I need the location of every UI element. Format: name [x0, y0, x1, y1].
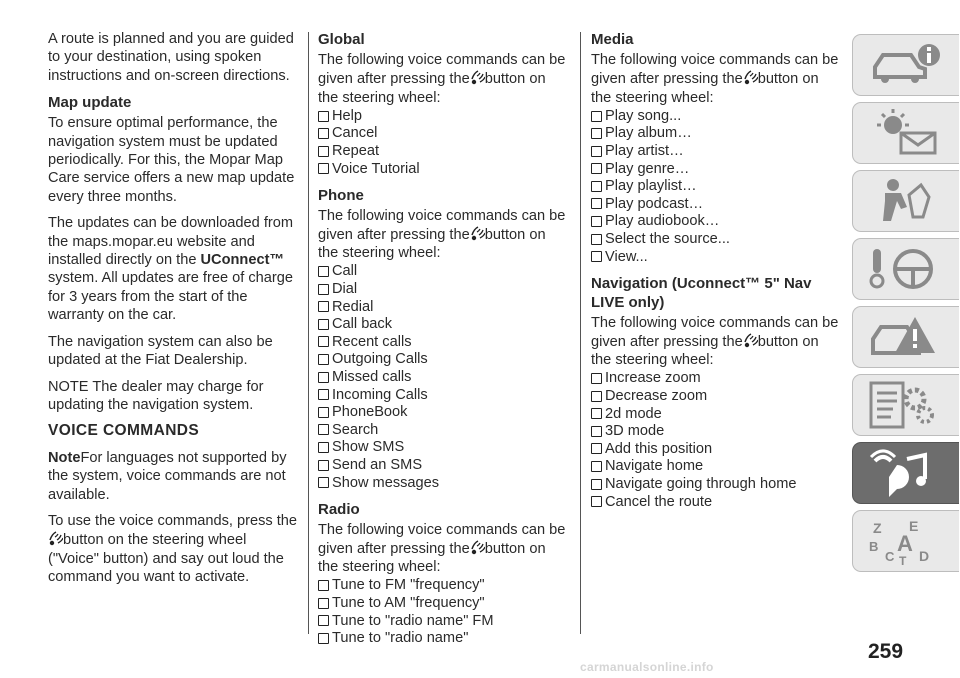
- command-list-item: [318, 421, 566, 439]
- command-list-item: [591, 213, 841, 231]
- checkbox-icon: [591, 391, 602, 402]
- intro-text: The following voice commands can be given after pressing the: [591, 314, 839, 350]
- media-intro: [591, 51, 841, 107]
- command-label: Play song...: [605, 107, 682, 124]
- command-label: 2d mode: [605, 405, 662, 422]
- command-list-item: [318, 142, 566, 160]
- radio-list: [318, 577, 566, 647]
- svg-text:C: C: [885, 549, 895, 564]
- command-list-item: [318, 404, 566, 422]
- intro-text-end: button on the steering wheel:: [318, 71, 546, 106]
- voice-button-icon: [48, 530, 63, 546]
- command-list-item: [318, 368, 566, 386]
- checkbox-icon: [318, 389, 329, 400]
- usage-text-start: To use the voice commands, press the: [48, 512, 298, 529]
- checkbox-icon: [318, 146, 329, 157]
- map-update-download-paragraph: [48, 214, 300, 324]
- command-list-item: [591, 195, 841, 213]
- intro-text-end: button on the steering wheel:: [591, 333, 819, 369]
- checkbox-icon: [318, 266, 329, 277]
- checkbox-icon: [318, 424, 329, 435]
- steering-wheel-icon: [867, 245, 947, 293]
- command-label: Outgoing Calls: [332, 351, 428, 368]
- checkbox-icon: [318, 284, 329, 295]
- emergency-icon: [867, 313, 947, 361]
- command-label: Voice Tutorial: [332, 160, 420, 177]
- checkbox-icon: [591, 408, 602, 419]
- note-paragraph: [48, 449, 300, 504]
- command-list-item: [591, 178, 841, 196]
- checkbox-icon: [318, 460, 329, 471]
- tab-car-info[interactable]: [852, 34, 959, 96]
- navigation-intro: [591, 314, 841, 370]
- note-text: For languages not supported by the system, voice commands are not available.: [48, 449, 287, 503]
- command-label: Tune to "radio name": [332, 630, 469, 647]
- intro-text: The following voice commands can be given after pressing the: [318, 521, 566, 557]
- checkbox-icon: [591, 216, 602, 227]
- watermark: carmanualsonline.info: [580, 660, 714, 674]
- multimedia-icon: [867, 449, 947, 497]
- checkbox-icon: [591, 426, 602, 437]
- checkbox-icon: [591, 234, 602, 245]
- command-label: Call back: [332, 316, 393, 333]
- checkbox-icon: [318, 442, 329, 453]
- navigation-heading: Navigation (Uconnect™ 5" Nav LIVE only): [591, 274, 812, 311]
- uconnect-bold: UConnect™: [200, 252, 285, 269]
- column-left: [48, 30, 300, 595]
- command-label: Navigate home: [605, 458, 704, 475]
- command-list-item: [591, 440, 841, 458]
- command-list-item: [591, 230, 841, 248]
- command-list-item: [318, 386, 566, 404]
- warning-lights-icon: [867, 109, 947, 157]
- command-list-item: [591, 107, 841, 125]
- command-list-item: [318, 107, 566, 125]
- command-label: Increase zoom: [605, 370, 701, 387]
- checkbox-icon: [591, 443, 602, 454]
- command-list-item: [591, 160, 841, 178]
- checkbox-icon: [591, 496, 602, 507]
- command-list-item: [318, 263, 566, 281]
- safety-airbag-icon: [867, 177, 947, 225]
- command-label: Cancel the route: [605, 493, 713, 510]
- command-list-item: [318, 594, 566, 612]
- command-list-item: [318, 456, 566, 474]
- command-label: Show messages: [332, 474, 440, 491]
- media-list: [591, 107, 841, 265]
- command-list-item: [591, 405, 841, 423]
- command-list-item: [591, 475, 841, 493]
- command-list-item: [318, 474, 566, 492]
- intro-text-end: button on the steering wheel:: [318, 227, 546, 262]
- intro-text-end: button on the steering wheel:: [591, 71, 819, 106]
- voice-button-icon: [743, 69, 758, 85]
- tab-safety[interactable]: [852, 170, 959, 232]
- index-icon: [867, 517, 947, 565]
- command-label: PhoneBook: [332, 404, 408, 421]
- radio-heading: Radio: [318, 500, 360, 518]
- command-list-item: [591, 370, 841, 388]
- svg-text:B: B: [869, 539, 879, 554]
- command-label: Dial: [332, 281, 358, 297]
- command-label: Search: [332, 421, 379, 438]
- command-label: Help: [332, 107, 363, 124]
- command-label: Send an SMS: [332, 456, 423, 473]
- checkbox-icon: [591, 251, 602, 262]
- checkbox-icon: [318, 633, 329, 644]
- svg-text:T: T: [899, 554, 907, 565]
- checkbox-icon: [318, 319, 329, 330]
- command-list-item: [591, 142, 841, 160]
- checkbox-icon: [318, 354, 329, 365]
- command-label: Redial: [332, 298, 374, 315]
- command-label: Play artist…: [605, 143, 684, 159]
- command-label: Missed calls: [332, 368, 412, 385]
- voice-button-icon: [743, 332, 758, 348]
- checkbox-icon: [318, 598, 329, 609]
- intro-text-end: button on the steering wheel:: [318, 540, 546, 576]
- checkbox-icon: [318, 163, 329, 174]
- command-list-item: [591, 387, 841, 405]
- column-divider: [308, 32, 309, 634]
- voice-button-icon: [470, 225, 485, 241]
- checkbox-icon: [318, 336, 329, 347]
- column-divider: [580, 32, 581, 634]
- command-label: Incoming Calls: [332, 386, 428, 403]
- checkbox-icon: [591, 373, 602, 384]
- tab-driving[interactable]: [852, 238, 959, 300]
- command-label: Play genre…: [605, 160, 690, 177]
- checkbox-icon: [318, 372, 329, 383]
- voice-commands-heading: VOICE COMMANDS: [48, 422, 200, 440]
- checkbox-icon: [591, 146, 602, 157]
- dealership-paragraph: The navigation system can also be updated at the Fiat Dealership.: [48, 333, 273, 369]
- map-update-paragraph: To ensure optimal performance, the navigation system must be updated periodically. For this, the Mopar Map Care service offers a new map update every three months.: [48, 115, 295, 205]
- command-list-item: [318, 612, 566, 630]
- chapter-tabs: [852, 34, 960, 578]
- command-label: Tune to FM "frequency": [332, 577, 485, 594]
- command-list-item: [318, 316, 566, 334]
- checkbox-icon: [318, 128, 329, 139]
- checkbox-icon: [591, 163, 602, 174]
- global-heading: Global: [318, 31, 365, 48]
- checkbox-icon: [318, 301, 329, 312]
- column-right: [591, 30, 841, 519]
- checkbox-icon: [318, 580, 329, 591]
- checkbox-icon: [591, 181, 602, 192]
- command-list-item: [591, 125, 841, 143]
- phone-heading: Phone: [318, 186, 364, 204]
- tab-multimedia[interactable]: [852, 442, 959, 504]
- phone-intro: [318, 207, 566, 263]
- command-list-item: [591, 248, 841, 266]
- checkbox-icon: [591, 128, 602, 139]
- command-label: 3D mode: [605, 423, 665, 440]
- global-intro: [318, 51, 566, 107]
- checkbox-icon: [318, 615, 329, 626]
- command-label: Play podcast…: [605, 195, 704, 212]
- command-label: View...: [605, 248, 648, 265]
- map-update-heading: Map update: [48, 94, 132, 112]
- command-list-item: [318, 630, 566, 648]
- command-label: Tune to "radio name" FM: [332, 612, 494, 629]
- command-label: Decrease zoom: [605, 387, 708, 404]
- checkbox-icon: [318, 111, 329, 122]
- command-list-item: [318, 577, 566, 595]
- checkbox-icon: [318, 407, 329, 418]
- command-label: Cancel: [332, 125, 378, 142]
- command-list-item: [318, 351, 566, 369]
- media-heading: Media: [591, 31, 634, 48]
- column-middle: [318, 30, 566, 655]
- checkbox-icon: [591, 198, 602, 209]
- car-info-icon: [867, 41, 947, 89]
- command-label: Play playlist…: [605, 178, 697, 195]
- download-text-end: system. All updates are free of charge for 3 years from the start of the warranty on the car.: [48, 270, 293, 324]
- command-label: Tune to AM "frequency": [332, 594, 485, 611]
- command-label: Add this position: [605, 440, 713, 457]
- tab-warning-lights[interactable]: [852, 102, 959, 164]
- tab-maintenance[interactable]: [852, 374, 959, 436]
- intro-paragraph: A route is planned and you are guided to your destination, using spoken instructions and on-screen directions.: [48, 31, 294, 84]
- checkbox-icon: [591, 111, 602, 122]
- checkbox-icon: [591, 461, 602, 472]
- command-label: Navigate going through home: [605, 475, 797, 492]
- command-label: Call: [332, 263, 358, 280]
- command-label: Recent calls: [332, 333, 412, 350]
- command-list-item: [318, 125, 566, 143]
- maintenance-icon: [867, 381, 947, 429]
- checkbox-icon: [591, 479, 602, 490]
- checkbox-icon: [318, 477, 329, 488]
- intro-text: The following voice commands can be given after pressing the: [318, 207, 566, 243]
- svg-text:A: A: [897, 531, 913, 556]
- command-label: Repeat: [332, 143, 380, 159]
- command-list-item: [591, 493, 841, 511]
- command-list-item: [318, 298, 566, 316]
- svg-text:Z: Z: [873, 520, 882, 536]
- command-list-item: [318, 160, 566, 178]
- command-list-item: [318, 280, 566, 298]
- navigation-list: [591, 370, 841, 511]
- svg-text:E: E: [909, 518, 919, 534]
- command-label: Select the source...: [605, 230, 730, 247]
- command-list-item: [591, 458, 841, 476]
- command-list-item: [318, 439, 566, 457]
- tab-emergency[interactable]: [852, 306, 959, 368]
- svg-text:D: D: [919, 548, 930, 564]
- usage-paragraph: [48, 512, 300, 587]
- radio-intro: [318, 521, 566, 577]
- command-list-item: [318, 333, 566, 351]
- tab-index[interactable]: [852, 510, 959, 572]
- page-number: 259: [868, 640, 904, 663]
- download-text: The updates can be downloaded from the maps.mopar.eu website and installed directly on the: [48, 215, 294, 269]
- intro-text: The following voice commands can be given after pressing the: [591, 52, 839, 88]
- phone-list: [318, 263, 566, 492]
- intro-text: The following voice commands can be given after pressing the: [318, 52, 566, 88]
- command-label: Play album…: [605, 125, 692, 142]
- command-label: Play audiobook…: [605, 213, 720, 230]
- usage-text-end: button on the steering wheel ("Voice" button) and say out loud the command you want to activate.: [48, 532, 284, 586]
- command-list-item: [591, 423, 841, 441]
- voice-button-icon: [470, 69, 485, 85]
- dealer-note: NOTE The dealer may charge for updating the navigation system.: [48, 378, 264, 413]
- note-label: Note: [48, 449, 81, 466]
- command-label: Show SMS: [332, 439, 405, 456]
- global-list: [318, 107, 566, 177]
- voice-button-icon: [470, 539, 485, 555]
